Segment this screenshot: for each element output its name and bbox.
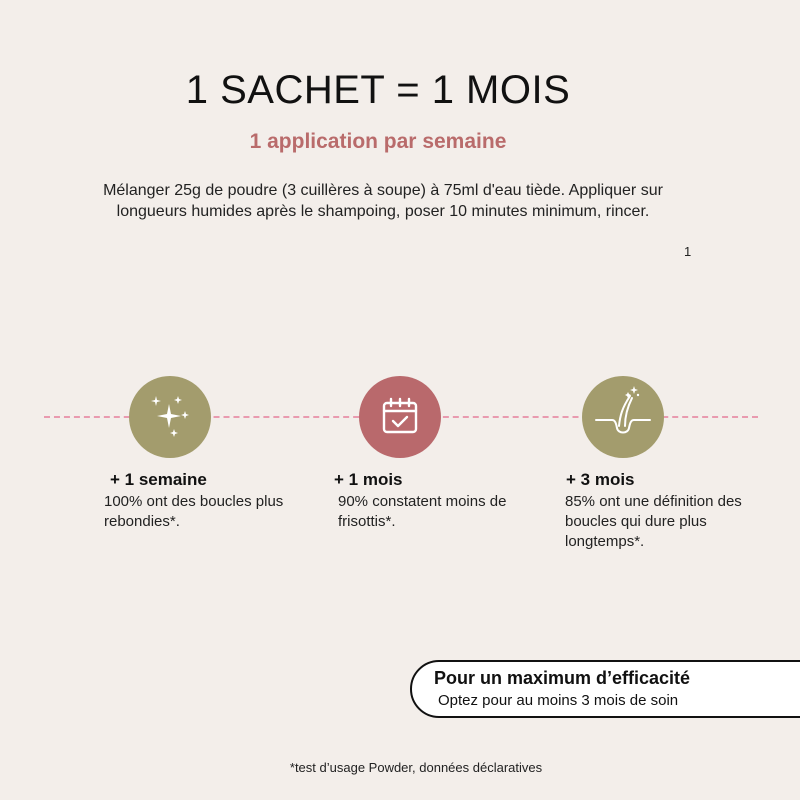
usage-description: Mélanger 25g de poudre (3 cuillères à soupe) à 75ml d'eau tiède. Appliquer sur longueurs humides après le shampoing, poser 10 minutes minimum, rincer.: [103, 182, 663, 220]
step-3-text: 85% ont une définition des boucles qui dure plus longtemps*.: [565, 493, 742, 550]
page-subtitle: 1 application par semaine: [249, 130, 507, 153]
callout-text: Optez pour au moins 3 mois de soin: [438, 692, 679, 709]
step-2-circle: [359, 376, 441, 458]
page-number: 1: [684, 244, 692, 259]
step-1-text: 100% ont des boucles plus rebondies*.: [104, 493, 284, 530]
sparkles-icon: [129, 376, 211, 458]
footnote: *test d’usage Powder, données déclaratives: [289, 760, 543, 775]
step-2-title: + 1 mois: [334, 470, 403, 489]
hair-strand-icon: [582, 376, 664, 458]
step-1-title: + 1 semaine: [110, 470, 207, 489]
step-1-circle: [129, 376, 211, 458]
efficacy-callout: [410, 660, 800, 718]
calendar-check-icon: [359, 376, 441, 458]
step-3-circle: [582, 376, 664, 458]
page-title: 1 SACHET = 1 MOIS: [185, 68, 571, 112]
step-2-text: 90% constatent moins de frisottis*.: [338, 493, 507, 530]
callout-title: Pour un maximum d’efficacité: [434, 668, 691, 688]
step-3-title: + 3 mois: [566, 470, 635, 489]
